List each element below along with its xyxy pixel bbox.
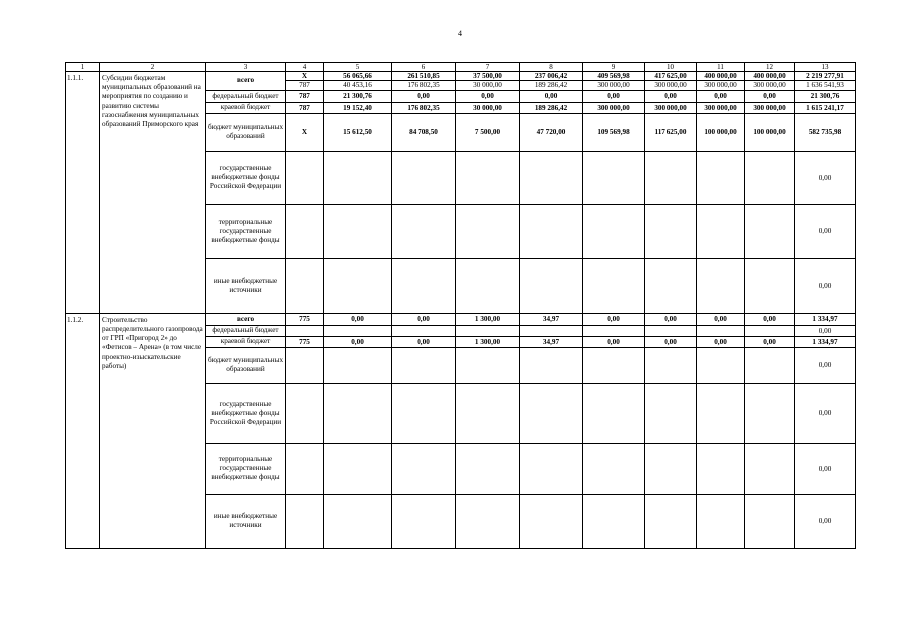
amount-cell: 0,00 — [745, 313, 795, 325]
amount-cell: 0,00 — [795, 494, 856, 548]
funding-source: государственные внебюджетные фонды Российской Федерации — [206, 151, 286, 204]
amount-main: 237 006,42 — [534, 72, 568, 80]
column-numbers-row — [66, 63, 856, 72]
amount-cell — [583, 383, 645, 443]
amount-cell — [324, 347, 392, 383]
budget-code-secondary: 787 — [286, 80, 323, 89]
amount-cell: 0,00 — [392, 90, 456, 102]
budget-code — [286, 383, 324, 443]
amount-secondary: 300 000,00 — [745, 80, 794, 89]
column-number: 1 — [66, 63, 100, 72]
amount-cell — [324, 443, 392, 494]
amount-cell: 100 000,00 — [745, 113, 795, 151]
amount-cell: 0,00 — [795, 204, 856, 258]
funding-source: иные внебюджетные источники — [206, 258, 286, 313]
amount-secondary: 300 000,00 — [645, 80, 696, 89]
amount-cell: 0,00 — [324, 336, 392, 347]
amount-cell — [520, 72, 583, 91]
column-number: 2 — [100, 63, 206, 72]
amount-cell: 34,97 — [520, 313, 583, 325]
amount-cell — [324, 325, 392, 336]
amount-cell — [324, 258, 392, 313]
amount-cell: 30 000,00 — [456, 102, 520, 113]
amount-cell: 0,00 — [583, 90, 645, 102]
amount-secondary: 40 453,16 — [324, 80, 391, 89]
column-number: 9 — [583, 63, 645, 72]
amount-cell: 0,00 — [456, 90, 520, 102]
budget-code: 775 — [286, 313, 324, 325]
amount-cell — [645, 383, 697, 443]
budget-code — [286, 494, 324, 548]
amount-cell: 34,97 — [520, 336, 583, 347]
amount-cell — [645, 443, 697, 494]
amount-cell — [583, 443, 645, 494]
amount-cell — [392, 443, 456, 494]
funding-source: федеральный бюджет — [206, 325, 286, 336]
column-number: 5 — [324, 63, 392, 72]
column-number: 4 — [286, 63, 324, 72]
amount-cell — [392, 383, 456, 443]
amount-cell — [645, 72, 697, 91]
amount-cell: 15 612,50 — [324, 113, 392, 151]
amount-cell: 300 000,00 — [645, 102, 697, 113]
amount-cell: 0,00 — [520, 90, 583, 102]
amount-cell — [645, 325, 697, 336]
amount-cell: 0,00 — [392, 336, 456, 347]
page-number: 4 — [458, 29, 462, 38]
amount-cell — [520, 204, 583, 258]
funding-source: бюджет муниципальных образований — [206, 347, 286, 383]
amount-cell: 0,00 — [583, 313, 645, 325]
amount-cell: 1 615 241,17 — [795, 102, 856, 113]
amount-cell — [697, 325, 745, 336]
amount-cell: 0,00 — [745, 336, 795, 347]
funding-source: бюджет муниципальных образований — [206, 113, 286, 151]
budget-code — [286, 258, 324, 313]
budget-code — [286, 325, 324, 336]
amount-cell — [520, 258, 583, 313]
amount-cell — [697, 204, 745, 258]
amount-cell — [324, 383, 392, 443]
budget-table — [65, 62, 856, 549]
amount-cell — [392, 258, 456, 313]
amount-cell: 0,00 — [697, 313, 745, 325]
amount-cell: 7 500,00 — [456, 113, 520, 151]
amount-cell — [520, 383, 583, 443]
amount-cell — [324, 72, 392, 91]
amount-cell: 109 569,98 — [583, 113, 645, 151]
budget-code: 775 — [286, 336, 324, 347]
amount-cell — [745, 325, 795, 336]
amount-cell: 0,00 — [645, 313, 697, 325]
amount-cell: 300 000,00 — [697, 102, 745, 113]
amount-cell — [520, 494, 583, 548]
column-number: 13 — [795, 63, 856, 72]
amount-cell — [583, 151, 645, 204]
column-number: 10 — [645, 63, 697, 72]
amount-secondary: 30 000,00 — [456, 80, 519, 89]
amount-cell: 0,00 — [697, 90, 745, 102]
budget-code — [286, 443, 324, 494]
amount-cell: 0,00 — [645, 336, 697, 347]
funding-source: государственные внебюджетные фонды Российской Федерации — [206, 383, 286, 443]
amount-cell: 84 708,50 — [392, 113, 456, 151]
amount-cell — [745, 72, 795, 91]
item-name: Строительство распределительного газопровода от ГРП «Пригород 2» до «Фетисов – Арена» (в том числе проектно-изыскательские работы) — [100, 313, 206, 548]
amount-cell: 1 300,00 — [456, 313, 520, 325]
column-number: 3 — [206, 63, 286, 72]
amount-main: 400 000,00 — [704, 72, 737, 80]
budget-code-main: X — [301, 72, 308, 80]
amount-cell — [583, 347, 645, 383]
amount-secondary: 300 000,00 — [697, 80, 744, 89]
column-number: 6 — [392, 63, 456, 72]
amount-cell — [456, 494, 520, 548]
amount-cell — [456, 383, 520, 443]
amount-cell: 300 000,00 — [745, 102, 795, 113]
amount-cell — [645, 258, 697, 313]
budget-code: 787 — [286, 102, 324, 113]
column-number: 11 — [697, 63, 745, 72]
amount-cell: 0,00 — [583, 336, 645, 347]
budget-code: 787 — [286, 90, 324, 102]
column-number: 7 — [456, 63, 520, 72]
amount-secondary: 189 286,42 — [520, 80, 582, 89]
amount-cell — [745, 494, 795, 548]
amount-cell — [697, 151, 745, 204]
amount-cell — [324, 151, 392, 204]
amount-cell — [456, 151, 520, 204]
amount-secondary: 176 802,35 — [392, 80, 455, 89]
amount-cell — [324, 494, 392, 548]
amount-main: 56 065,66 — [343, 72, 372, 80]
amount-cell: 0,00 — [795, 347, 856, 383]
amount-cell — [520, 443, 583, 494]
amount-cell — [745, 443, 795, 494]
funding-source: всего — [206, 72, 286, 91]
amount-secondary: 1 636 541,93 — [795, 80, 855, 89]
amount-cell: 21 300,76 — [795, 90, 856, 102]
amount-cell — [456, 72, 520, 91]
amount-cell: 0,00 — [795, 325, 856, 336]
amount-cell: 0,00 — [697, 336, 745, 347]
funding-source: иные внебюджетные источники — [206, 494, 286, 548]
amount-cell — [392, 347, 456, 383]
amount-cell — [392, 151, 456, 204]
column-number: 8 — [520, 63, 583, 72]
amount-cell: 189 286,42 — [520, 102, 583, 113]
amount-cell — [392, 204, 456, 258]
funding-source: краевой бюджет — [206, 102, 286, 113]
funding-source: всего — [206, 313, 286, 325]
amount-cell — [645, 347, 697, 383]
budget-code — [286, 151, 324, 204]
amount-cell: 0,00 — [324, 313, 392, 325]
amount-cell — [583, 325, 645, 336]
budget-code — [286, 72, 324, 91]
amount-cell — [745, 151, 795, 204]
funding-source: федеральный бюджет — [206, 90, 286, 102]
amount-cell — [456, 347, 520, 383]
amount-cell: 0,00 — [645, 90, 697, 102]
amount-cell: 0,00 — [795, 383, 856, 443]
amount-cell — [520, 325, 583, 336]
amount-cell — [697, 72, 745, 91]
column-number: 12 — [745, 63, 795, 72]
amount-cell — [392, 494, 456, 548]
amount-cell — [645, 494, 697, 548]
amount-main: 2 219 277,91 — [806, 72, 844, 80]
amount-cell: 176 802,35 — [392, 102, 456, 113]
amount-cell — [697, 494, 745, 548]
amount-cell: 0,00 — [795, 443, 856, 494]
amount-cell — [583, 258, 645, 313]
amount-cell — [645, 151, 697, 204]
funding-source: территориальные государственные внебюджетные фонды — [206, 443, 286, 494]
amount-cell: 0,00 — [392, 313, 456, 325]
amount-cell — [645, 204, 697, 258]
amount-main: 261 510,85 — [407, 72, 440, 80]
item-number: 1.1.2. — [66, 313, 100, 548]
funding-source: территориальные государственные внебюджетные фонды — [206, 204, 286, 258]
amount-cell: 300 000,00 — [583, 102, 645, 113]
budget-code: X — [286, 113, 324, 151]
amount-cell: 1 334,97 — [795, 336, 856, 347]
amount-cell — [745, 258, 795, 313]
amount-main: 409 569,98 — [597, 72, 630, 80]
amount-cell — [456, 258, 520, 313]
amount-cell: 0,00 — [795, 258, 856, 313]
amount-secondary: 300 000,00 — [583, 80, 644, 89]
amount-cell — [324, 204, 392, 258]
amount-main: 417 625,00 — [654, 72, 687, 80]
amount-cell: 47 720,00 — [520, 113, 583, 151]
table-row — [66, 72, 856, 91]
amount-cell: 117 625,00 — [645, 113, 697, 151]
amount-cell — [697, 258, 745, 313]
amount-cell — [392, 72, 456, 91]
amount-cell — [795, 72, 856, 91]
amount-cell: 0,00 — [745, 90, 795, 102]
amount-main: 37 500,00 — [473, 72, 502, 80]
amount-cell — [456, 443, 520, 494]
amount-cell — [745, 204, 795, 258]
amount-cell — [697, 347, 745, 383]
amount-cell: 0,00 — [795, 151, 856, 204]
amount-cell: 19 152,40 — [324, 102, 392, 113]
amount-cell — [583, 494, 645, 548]
amount-cell: 1 300,00 — [456, 336, 520, 347]
budget-code — [286, 347, 324, 383]
budget-code — [286, 204, 324, 258]
amount-cell — [745, 383, 795, 443]
amount-cell: 21 300,76 — [324, 90, 392, 102]
amount-cell: 1 334,97 — [795, 313, 856, 325]
funding-source: краевой бюджет — [206, 336, 286, 347]
amount-cell — [520, 151, 583, 204]
amount-cell — [583, 204, 645, 258]
amount-cell: 582 735,98 — [795, 113, 856, 151]
amount-cell — [583, 72, 645, 91]
amount-cell — [697, 443, 745, 494]
table-row — [66, 313, 856, 325]
amount-main: 400 000,00 — [753, 72, 786, 80]
item-name: Субсидии бюджетам муниципальных образований на мероприятия по созданию и развитию системы газоснабжения муниципальных образований Приморского края — [100, 72, 206, 314]
item-number: 1.1.1. — [66, 72, 100, 314]
amount-cell — [456, 325, 520, 336]
amount-cell — [456, 204, 520, 258]
amount-cell — [697, 383, 745, 443]
amount-cell — [745, 347, 795, 383]
amount-cell — [520, 347, 583, 383]
amount-cell: 100 000,00 — [697, 113, 745, 151]
amount-cell — [392, 325, 456, 336]
